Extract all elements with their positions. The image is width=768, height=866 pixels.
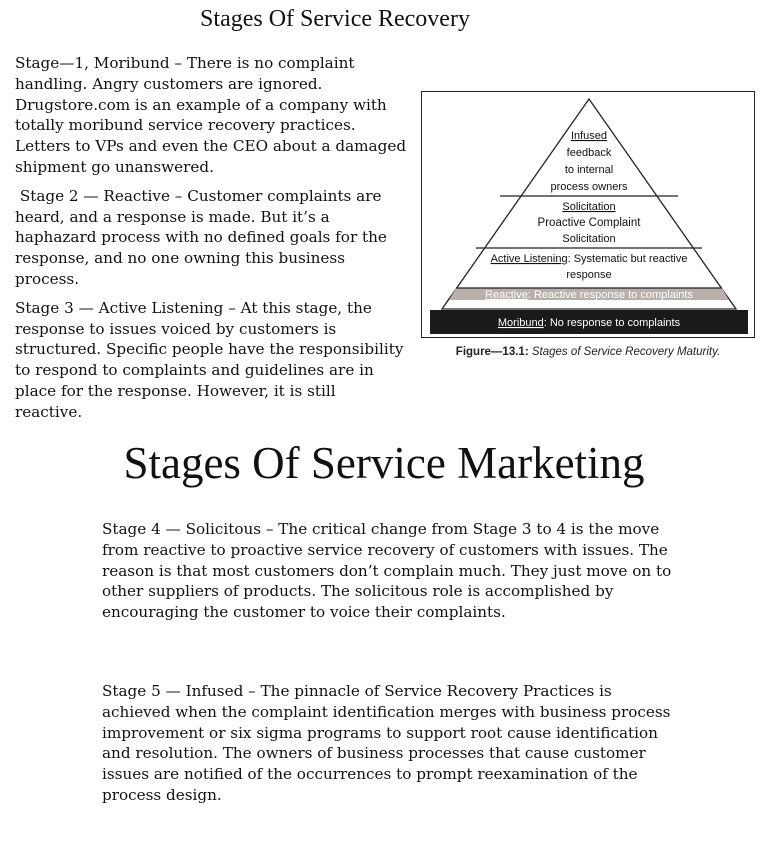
active-listening-label: Active Listening (490, 253, 568, 265)
section-title: Stages Of Service Marketing (123, 438, 645, 488)
moribund-label: Moribund (497, 317, 544, 329)
infused-label: Infused (570, 130, 608, 142)
reactive-desc: : Reactive response to complaints (527, 289, 693, 301)
moribund-desc: : No response to complaints (543, 317, 681, 329)
solicitation-label: Solicitation (562, 201, 616, 213)
solicitation-line: Proactive Complaint (537, 217, 641, 229)
reactive-label: Reactive (485, 289, 528, 301)
infused-line: process owners (550, 181, 628, 193)
figure-caption-label: Figure—13.1: (455, 346, 529, 358)
page-title: Stages Of Service Recovery (200, 6, 470, 32)
active-listening-desc: : Systematic but reactive (567, 253, 688, 265)
reactive-line (485, 289, 693, 301)
maturity-pyramid-figure (421, 91, 755, 338)
figure-caption-text: Stages of Service Recovery Maturity. (531, 346, 721, 358)
moribund-line (498, 317, 681, 329)
solicitation-line: Solicitation (562, 233, 616, 245)
active-listening-line (491, 253, 688, 265)
active-listening-line: response (566, 269, 612, 281)
infused-line: to internal (564, 164, 614, 176)
stage-1-paragraph: Stage—1, Moribund – There is no complaint handling. Angry customers are ignored. Drugstore.com is an example of a company with totally moribund service recovery practices. Letters to VPs and even the CEO about a damaged shipment go unanswered. (15, 54, 407, 176)
pyramid-graphic (422, 92, 756, 339)
infused-line: feedback (566, 147, 612, 159)
stage-3-paragraph: Stage 3 — Active Listening – At this stage, the response to issues voiced by customers is structured. Specific people have the responsibility to respond to complaints and guidelines are in place for the response. However, it is still reactive. (15, 298, 404, 421)
stage-2-paragraph: Stage 2 — Reactive – Customer complaints are heard, and a response is made. But it’s a haphazard process with no defined goals for the response, and no one owning this business process. (15, 186, 392, 288)
stage-5-paragraph: Stage 5 — Infused – The pinnacle of Service Recovery Practices is achieved when the complaint identification merges with business process improvement or six sigma programs to support root cause identification and resolution. The owners of business processes that cause customer issues are notified of the occurrences to prompt reexamination of the process design. (102, 682, 671, 804)
figure-caption (421, 346, 755, 358)
stage-4-paragraph: Stage 4 — Solicitous – The critical change from Stage 3 to 4 is the move from reactive to proactive service recovery of customers with issues. The reason is that most customers don’t complain much. They just move on to other suppliers of products. The solicitous role is accomplished by encouraging the customer to voice their complaints. (102, 520, 672, 622)
stages-left-column (15, 53, 407, 431)
